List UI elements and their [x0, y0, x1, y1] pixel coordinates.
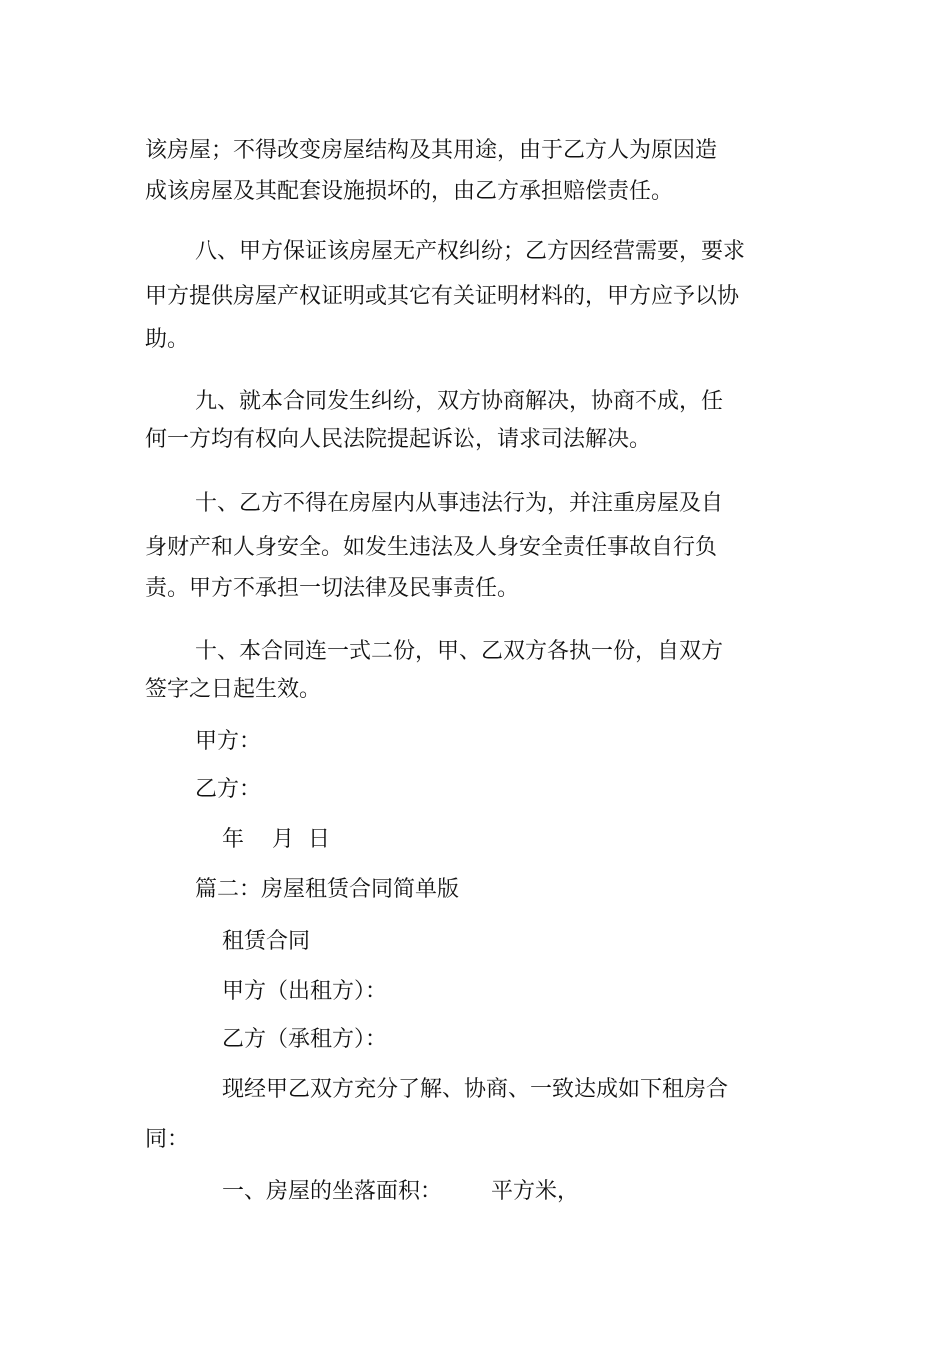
- party-a-line: 甲方（出租方）：: [222, 979, 388, 1004]
- text-line: 身财产和人身安全。如发生违法及人身安全责任事故自行负: [145, 535, 718, 560]
- contract-title: 租赁合同: [222, 929, 311, 954]
- text-line: 同：: [145, 1127, 190, 1152]
- text-line: 该房屋；不得改变房屋结构及其用途，由于乙方人为原因造: [145, 138, 718, 163]
- text-line: 九、就本合同发生纠纷，双方协商解决，协商不成，任: [195, 389, 724, 414]
- text-line: 责。甲方不承担一切法律及民事责任。: [145, 576, 520, 601]
- text-line: 签字之日起生效。: [145, 677, 322, 702]
- party-b-line: 乙方（承租方）：: [222, 1027, 388, 1052]
- date-line: 年 月 日: [222, 827, 330, 852]
- text-line: 甲方提供房屋产权证明或其它有关证明材料的，甲方应予以协: [145, 284, 740, 309]
- signature-party-b: 乙方：: [195, 777, 262, 802]
- text-line: 何一方均有权向人民法院提起诉讼，请求司法解决。: [145, 427, 652, 452]
- signature-party-a: 甲方：: [195, 729, 262, 754]
- text-line: 现经甲乙双方充分了解、协商、一致达成如下租房合: [222, 1077, 729, 1102]
- text-line: 十、乙方不得在房屋内从事违法行为，并注重房屋及自: [195, 491, 724, 516]
- text-line: 十、本合同连一式二份，甲、乙双方各执一份，自双方: [195, 639, 724, 664]
- text-line: 助。: [145, 327, 190, 352]
- text-line: 一、房屋的坐落面积： 平方米，: [222, 1179, 579, 1204]
- text-line: 八、甲方保证该房屋无产权纠纷；乙方因经营需要，要求: [195, 239, 746, 264]
- text-line: 成该房屋及其配套设施损坏的，由乙方承担赔偿责任。: [145, 179, 674, 204]
- section-heading: 篇二：房屋租赁合同简单版: [195, 877, 460, 902]
